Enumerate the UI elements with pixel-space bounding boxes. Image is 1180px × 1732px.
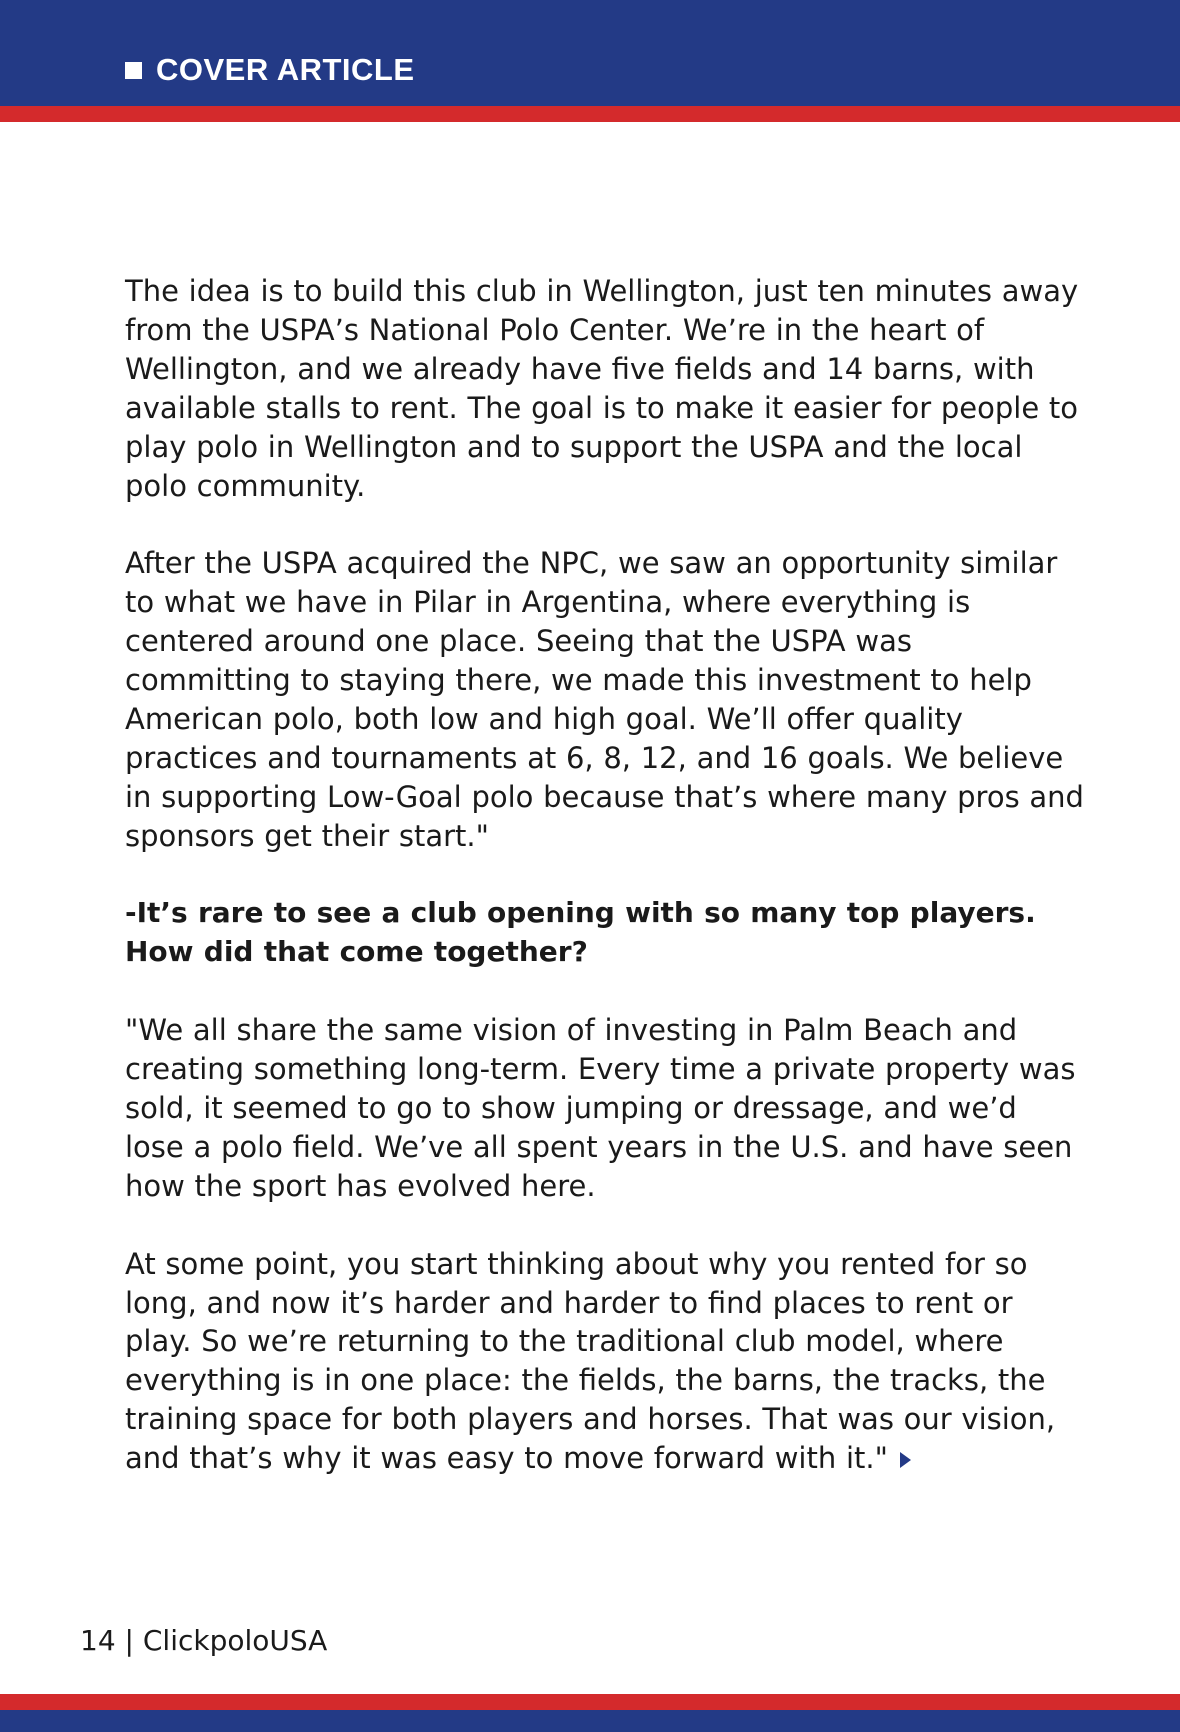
paragraph: After the USPA acquired the NPC, we saw an opportunity similar to what we have in Pilar in Argentina, where everything is centered around one place. Seeing that the USPA was committing to staying there, we made this investment to help American polo, both low and high goal. We’ll offer quality practices and tournaments at 6, 8, 12, and 16 goals. We believe in supporting Low-Goal polo because that’s where many pros and sponsors get their start." — [125, 546, 1084, 853]
article-body — [125, 272, 1085, 1517]
interview-question: -It’s rare to see a club opening with so many top players. How did that come together? — [125, 896, 1036, 969]
page-footer: 14 | ClickpoloUSA — [80, 1624, 328, 1657]
section-label — [125, 50, 415, 90]
play-arrow-icon — [900, 1452, 911, 1468]
section-label-text: COVER ARTICLE — [156, 52, 415, 87]
paragraph-text: At some point, you start thinking about why you rented for so long, and now it’s harder and harder to find places to rent or play. So we’re returning to the traditional club model, where everything is in one place: the fields, the barns, the tracks, the training space for both players and horses. That was our vision, and that’s why it was easy to move forward with it." — [125, 1246, 1056, 1476]
footer-red-stripe — [0, 1694, 1180, 1710]
footer-band — [0, 1710, 1180, 1732]
paragraph-last — [125, 1245, 1085, 1478]
paragraph: The idea is to build this club in Wellington, just ten minutes away from the USPA’s National Polo Center. We’re in the heart of Wellington, and we already have five fields and 14 barns, with available stalls to rent. The goal is to make it easier for people to play polo in Wellington and to support the USPA and the local polo community. — [125, 274, 1079, 503]
paragraph: "We all share the same vision of investing in Palm Beach and creating something long-term. Every time a private property was sold, it seemed to go to show jumping or dressage, and we’d lose a polo field. We’ve all spent years in the U.S. and have seen how the sport has evolved here. — [125, 1013, 1076, 1203]
header-red-stripe — [0, 106, 1180, 122]
square-bullet-icon — [125, 62, 142, 79]
